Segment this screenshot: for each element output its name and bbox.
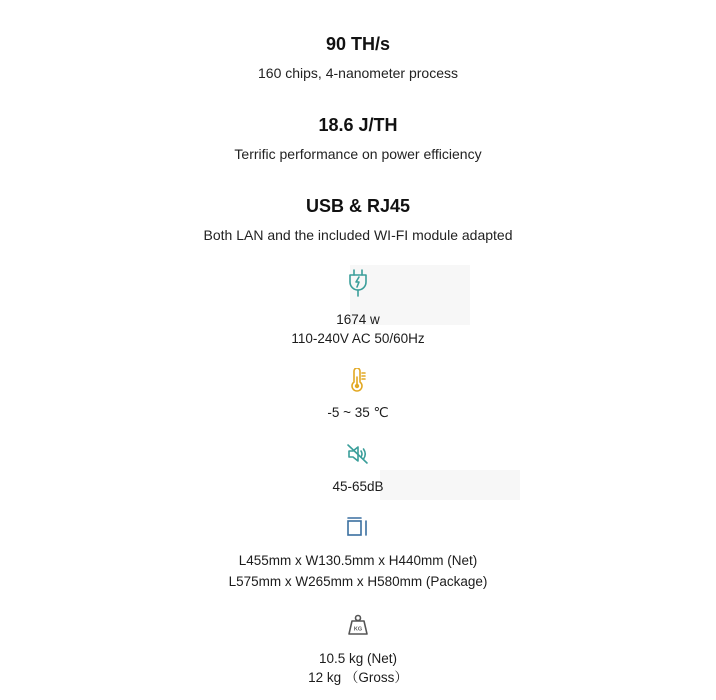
thermometer-icon <box>0 368 716 394</box>
feature-title-hashrate: 90 TH/s <box>325 34 391 54</box>
package-dimensions: L575mm x W265mm x H580mm (Package) <box>228 574 488 589</box>
net-dimensions: L455mm x W130.5mm x H440mm (Net) <box>238 553 478 568</box>
weight-badge-text: KG <box>353 626 363 633</box>
speaker-mute-icon <box>0 443 716 465</box>
noise-level: 45-65dB <box>332 479 384 494</box>
feature-title-efficiency: 18.6 J/TH <box>318 115 398 135</box>
gross-weight: 12 kg （Gross） <box>308 670 408 685</box>
weight-kg-icon <box>0 613 716 637</box>
feature-subtitle-connectivity: Both LAN and the included WI-FI module adapted <box>203 227 513 243</box>
power-plug-icon <box>0 268 716 298</box>
power-consumption: 1674 w <box>336 312 380 327</box>
operating-temperature: -5 ~ 35 ℃ <box>327 405 389 420</box>
feature-subtitle-efficiency: Terrific performance on power efficiency <box>234 146 482 162</box>
power-input: 110-240V AC 50/60Hz <box>291 331 425 346</box>
net-weight: 10.5 kg (Net) <box>318 651 398 666</box>
feature-title-connectivity: USB & RJ45 <box>305 196 411 216</box>
size-box-icon <box>0 516 716 538</box>
feature-subtitle-hashrate: 160 chips, 4-nanometer process <box>258 65 458 81</box>
